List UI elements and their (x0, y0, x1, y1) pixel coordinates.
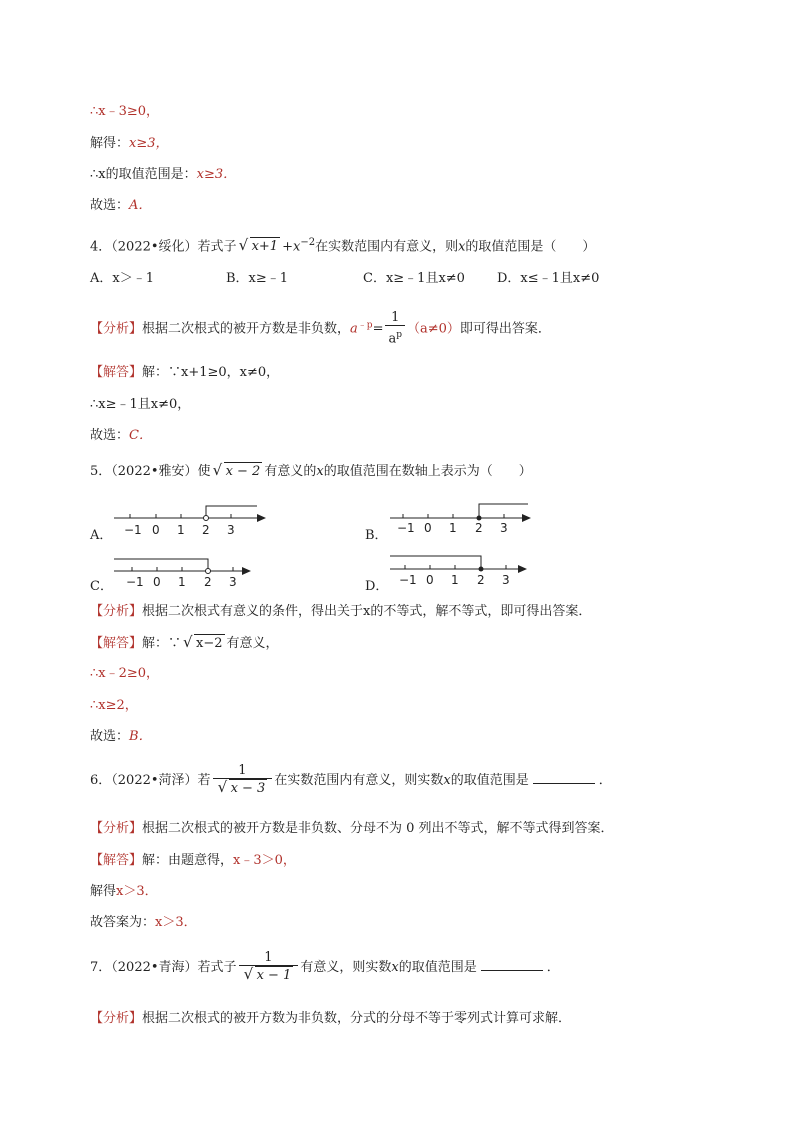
q5-option-c-label: C． (90, 579, 113, 594)
q4-stem: 4．（2022•绥化）若式子 √ $x+1 +x^{-2}$在实数范围内有意义，则x的取值范围是（ ） (90, 236, 596, 255)
answer-blank (533, 771, 595, 784)
q5-number-line-d (388, 551, 548, 591)
q4-option-a: A．x＞﹣1 (90, 271, 154, 286)
sqrt-expression: √ x−2 (183, 633, 223, 651)
fraction: 1 √ x − 3 (213, 763, 273, 798)
sqrt-expression: √ x − 2 (212, 461, 261, 479)
svg-text:0: 0 (426, 573, 434, 587)
svg-text:1: 1 (451, 573, 459, 587)
q5-number-line-c (112, 553, 272, 593)
svg-text:−1: −1 (124, 523, 142, 537)
q5-answer-3: ∴x≥2， (90, 698, 138, 713)
sqrt-expression: √ x+1 (238, 236, 279, 255)
q4-option-c: C．x≥﹣1且x≠0 (363, 271, 465, 286)
sqrt-expression: √ x − 1 (243, 965, 292, 983)
svg-text:−1: −1 (126, 575, 144, 589)
svg-text:2: 2 (477, 573, 485, 587)
prev-line-3: ∴x的取值范围是：x≥3． (90, 167, 237, 182)
q5-number-line-b (388, 500, 548, 540)
svg-text:2: 2 (202, 523, 210, 537)
prev-line-2: 解得：x≥3， (90, 136, 169, 151)
q4-option-d: D．x≤﹣1且x≠0 (497, 271, 600, 286)
q6-stem: 6．（2022•菏泽）若 1 √ x − 3 在实数范围内有意义，则实数x的取值范围是 ． (90, 763, 612, 796)
svg-text:3: 3 (229, 575, 237, 589)
fraction: $\frac{1}{a^p}$ (385, 310, 405, 348)
q6-answer-2: 解得x＞3． (90, 884, 158, 899)
svg-text:0: 0 (153, 575, 161, 589)
svg-text:2: 2 (204, 575, 212, 589)
svg-text:1: 1 (177, 523, 185, 537)
q4-answer-1: 【解答】解：∵x+1≥0，x≠0， (90, 365, 280, 380)
prev-line-4: 故选：A． (90, 198, 152, 213)
svg-text:2: 2 (475, 521, 483, 535)
answer-blank (481, 958, 543, 971)
q4-analysis: 【分析】根据二次根式的被开方数是非负数，$a^{﹣p}=$ $\frac{1}{a^p}$ （a≠0）即可得出答案． (90, 310, 551, 347)
svg-text:−1: −1 (399, 573, 417, 587)
q5-option-b-label: B． (365, 528, 388, 543)
sqrt-expression: √ x − 3 (217, 778, 266, 796)
q5-option-a-label: A． (90, 528, 113, 543)
q7-analysis: 【分析】根据二次根式的被开方数为非负数，分式的分母不等于零列式计算可求解． (90, 1011, 572, 1026)
q5-answer-1: 【解答】解：∵ √ x−2 有意义， (90, 633, 279, 651)
svg-text:−1: −1 (397, 521, 415, 535)
q4-answer-3: 故选：C． (90, 428, 152, 443)
svg-text:1: 1 (449, 521, 457, 535)
q5-number-line-a (112, 500, 272, 540)
svg-text:1: 1 (178, 575, 186, 589)
q6-analysis: 【分析】根据二次根式的被开方数是非负数、分母不为 0 列出不等式，解不等式得到答案． (90, 821, 614, 836)
q5-option-d-label: D． (365, 579, 389, 594)
svg-text:3: 3 (502, 573, 510, 587)
q4-answer-2: ∴x≥﹣1且x≠0， (90, 397, 191, 412)
q6-answer-1: 【解答】解：由题意得，x﹣3＞0， (90, 853, 296, 868)
svg-text:0: 0 (424, 521, 432, 535)
svg-text:3: 3 (227, 523, 235, 537)
q5-stem: 5．（2022•雅安）使 √ x − 2 有意义的x的取值范围在数轴上表示为（ ） (90, 461, 532, 479)
fraction: 1 √ x − 1 (239, 950, 299, 985)
q5-answer-2: ∴x﹣2≥0， (90, 666, 160, 681)
prev-line-1: ∴x﹣3≥0， (90, 104, 160, 119)
q6-answer-3: 故答案为：x＞3． (90, 915, 197, 930)
q5-analysis: 【分析】根据二次根式有意义的条件，得出关于x的不等式，解不等式，即可得出答案． (90, 604, 592, 619)
q4-option-b: B．x≥﹣1 (226, 271, 289, 286)
q5-answer-4: 故选：B． (90, 729, 152, 744)
svg-text:0: 0 (152, 523, 160, 537)
svg-text:3: 3 (500, 521, 508, 535)
q7-stem: 7．（2022•青海）若式子 1 √ x − 1 有意义，则实数x的取值范围是 ． (90, 950, 560, 983)
